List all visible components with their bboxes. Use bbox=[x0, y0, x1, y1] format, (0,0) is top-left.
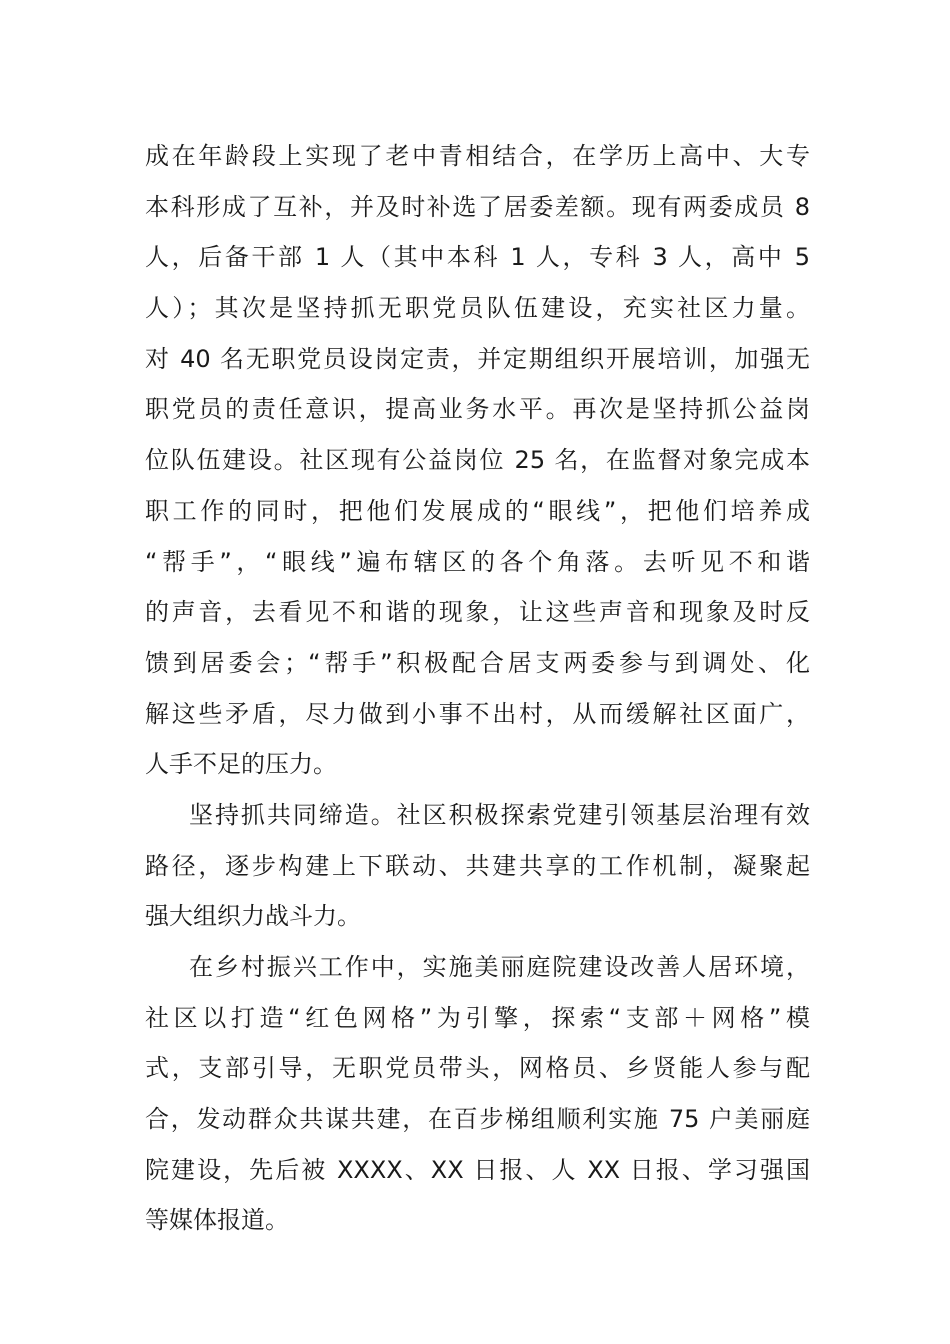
text-line: 人，后备干部 1 人（其中本科 1 人，专科 3 人，高中 5 bbox=[145, 243, 810, 272]
text-line: 成在年龄段上实现了老中青相结合，在学历上高中、大专 bbox=[145, 142, 810, 170]
text-line: 职党员的责任意识，提高业务水平。再次是坚持抓公益岗 bbox=[145, 395, 810, 424]
paragraph-3 bbox=[145, 942, 810, 1246]
paragraph-2 bbox=[145, 790, 810, 942]
text-line: 等媒体报道。 bbox=[145, 1206, 289, 1235]
text-line: 人）；其次是坚持抓无职党员队伍建设，充实社区力量。 bbox=[145, 294, 810, 323]
text-line: 馈到居委会；“帮手”积极配合居支两委参与到调处、化 bbox=[145, 648, 810, 677]
text-line: 坚持抓共同缔造。社区积极探索党建引领基层治理有效 bbox=[189, 800, 810, 829]
text-line: 解这些矛盾，尽力做到小事不出村，从而缓解社区面广， bbox=[145, 699, 810, 728]
text-line: 的声音，去看见不和谐的现象，让这些声音和现象及时反 bbox=[145, 598, 810, 627]
text-line: 路径，逐步构建上下联动、共建共享的工作机制，凝聚起 bbox=[145, 851, 810, 880]
text-line: 社区以打造“红色网格”为引擎，探索“支部＋网格”模 bbox=[145, 1003, 810, 1032]
text-line: “帮手”，“眼线”遍布辖区的各个角落。去听见不和谐 bbox=[145, 547, 810, 576]
text-line: 院建设，先后被 XXXX、XX 日报、人 XX 日报、学习强国 bbox=[145, 1155, 810, 1184]
document-body bbox=[145, 131, 810, 1246]
paragraph-1 bbox=[145, 131, 810, 790]
text-line: 职工作的同时，把他们发展成的“眼线”，把他们培养成 bbox=[145, 496, 810, 525]
text-line: 式，支部引导，无职党员带头，网格员、乡贤能人参与配 bbox=[145, 1054, 810, 1083]
text-line: 位队伍建设。社区现有公益岗位 25 名，在监督对象完成本 bbox=[145, 446, 810, 475]
text-line: 合，发动群众共谋共建，在百步梯组顺利实施 75 户美丽庭 bbox=[145, 1105, 810, 1134]
text-line: 人手不足的压力。 bbox=[145, 750, 337, 779]
text-line: 对 40 名无职党员设岗定责，并定期组织开展培训，加强无 bbox=[145, 344, 810, 373]
text-line: 强大组织力战斗力。 bbox=[145, 902, 361, 931]
text-line: 在乡村振兴工作中，实施美丽庭院建设改善人居环境， bbox=[189, 953, 810, 981]
text-line: 本科形成了互补，并及时补选了居委差额。现有两委成员 8 bbox=[145, 192, 810, 221]
